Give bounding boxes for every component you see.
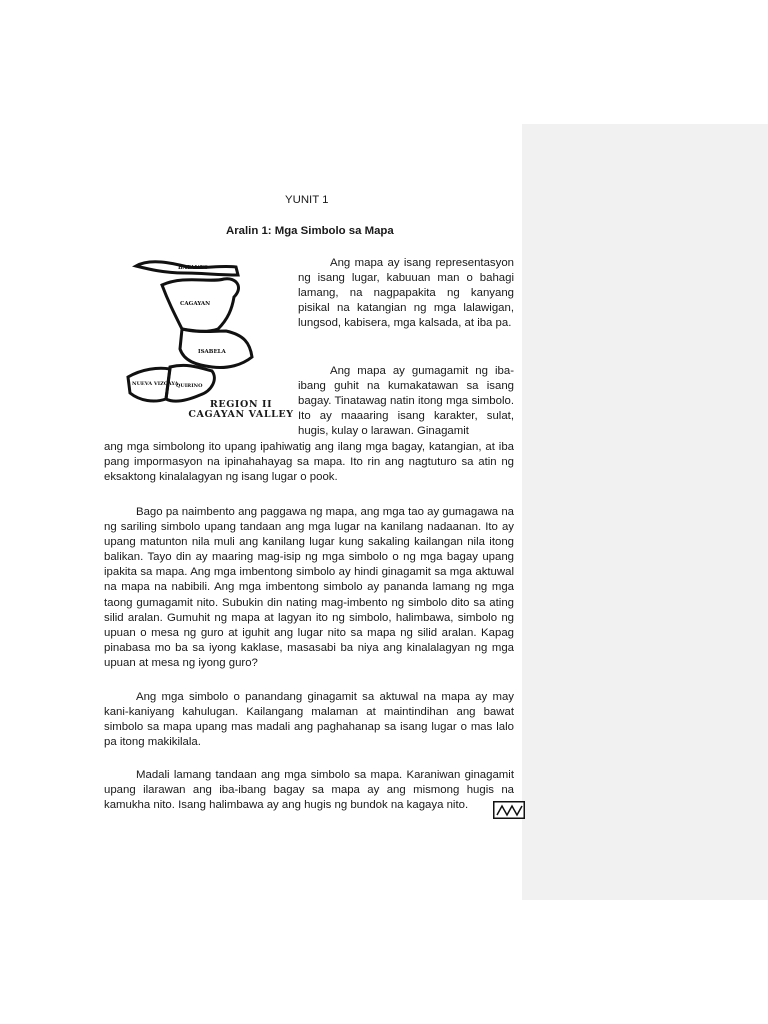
cagayan-label: CAGAYAN xyxy=(180,301,211,307)
paragraph-5: Madali lamang tandaan ang mga simbolo sa mapa. Karaniwan ginagamit upang ilarawan ang iba-ibang bagay sa mapa ay ang mismong hugis na kamukha nito. Isang halimbawa ay ang hugis ng bundok na kagaya nito. xyxy=(104,769,514,812)
paragraph-4: Ang mga simbolo o panandang ginagamit sa aktuwal na mapa ay may kani-kaniyang kahulugan. Kailangang malaman at maintindihan ang bawat simbolo sa mapa upang mas madali ang paghahanap sa isang lugar o mas lalo pa itong makikilala. xyxy=(104,691,514,749)
nueva-vizcaya-label: NUEVA VIZCAYA xyxy=(132,381,179,387)
paragraph-1: Ang mapa ay isang representasyon ng isang lugar, kabuuan man o bahagi lamang, na nagpapakita ng kanyang pisikal na katangian ng mga lalawigan, lungsod, kabisera, mga kalsada, at iba pa. xyxy=(298,257,514,330)
comment-pane xyxy=(522,124,768,900)
mountain-icon xyxy=(493,801,525,819)
map-caption xyxy=(186,400,296,420)
map-caption-line-1: REGION II xyxy=(209,399,273,410)
paragraph-3: Bago pa naimbento ang paggawa ng mapa, ang mga tao ay gumagawa na ng sariling simbolo upang tandaan ang mga lugar na kanilang nadaanan. Ito ay upang matunton nila muli ang kanilang lugar kung sakaling kailangan nila itong balikan. Tayo din ay maaring mag-isip ng mga simbolo o ng mga bagay upang ipakita sa mapa. Ang mga imbentong simbolo ay hindi ginagamit sa mga aktuwal na mapa na nabibili. Ang mga imbentong simbolo ay pananda lamang ng mga taong gumagamit nito. Subukin din nating mag-imbento ng simbolo dito sa ating silid aralan. Gumuhit ng mapa at lagyan ito ng simbolo, halimbawa, simbolo ng upuan o mesa ng guro at iguhit ang lugar nito sa mapa ng silid aralan. Kapag pinabasa mo ba sa iyong kaklase, masasabi ba niya ang kinalalagyan ng mga upuan at mesa ng iyong guro? xyxy=(104,506,514,669)
unit-heading: YUNIT 1 xyxy=(285,194,329,206)
batanes-label: BATANES xyxy=(178,265,208,271)
map-caption-line-2: CAGAYAN VALLEY xyxy=(188,409,294,420)
isabela-label: ISABELA xyxy=(198,349,226,355)
lesson-title: Aralin 1: Mga Simbolo sa Mapa xyxy=(226,225,394,237)
quirino-label: QUIRINO xyxy=(176,383,203,389)
paragraph-2-rest: ang mga simbolong ito upang ipahiwatig ang ilang mga bagay, katangian, at iba pang impormasyon na ipinahahayag sa mapa. Ito rin ang nagtuturo sa atin ng eksaktong kinalalagyan ng isang lugar o pook. xyxy=(104,441,514,484)
paragraph-2-top: Ang mapa ay gumagamit ng iba-ibang guhit na kumakatawan sa isang bagay. Tinatawag natin itong mga simbolo. Ito ay maaaring isang karakter, sulat, hugis, kulay o larawan. Ginagamit xyxy=(298,365,514,438)
